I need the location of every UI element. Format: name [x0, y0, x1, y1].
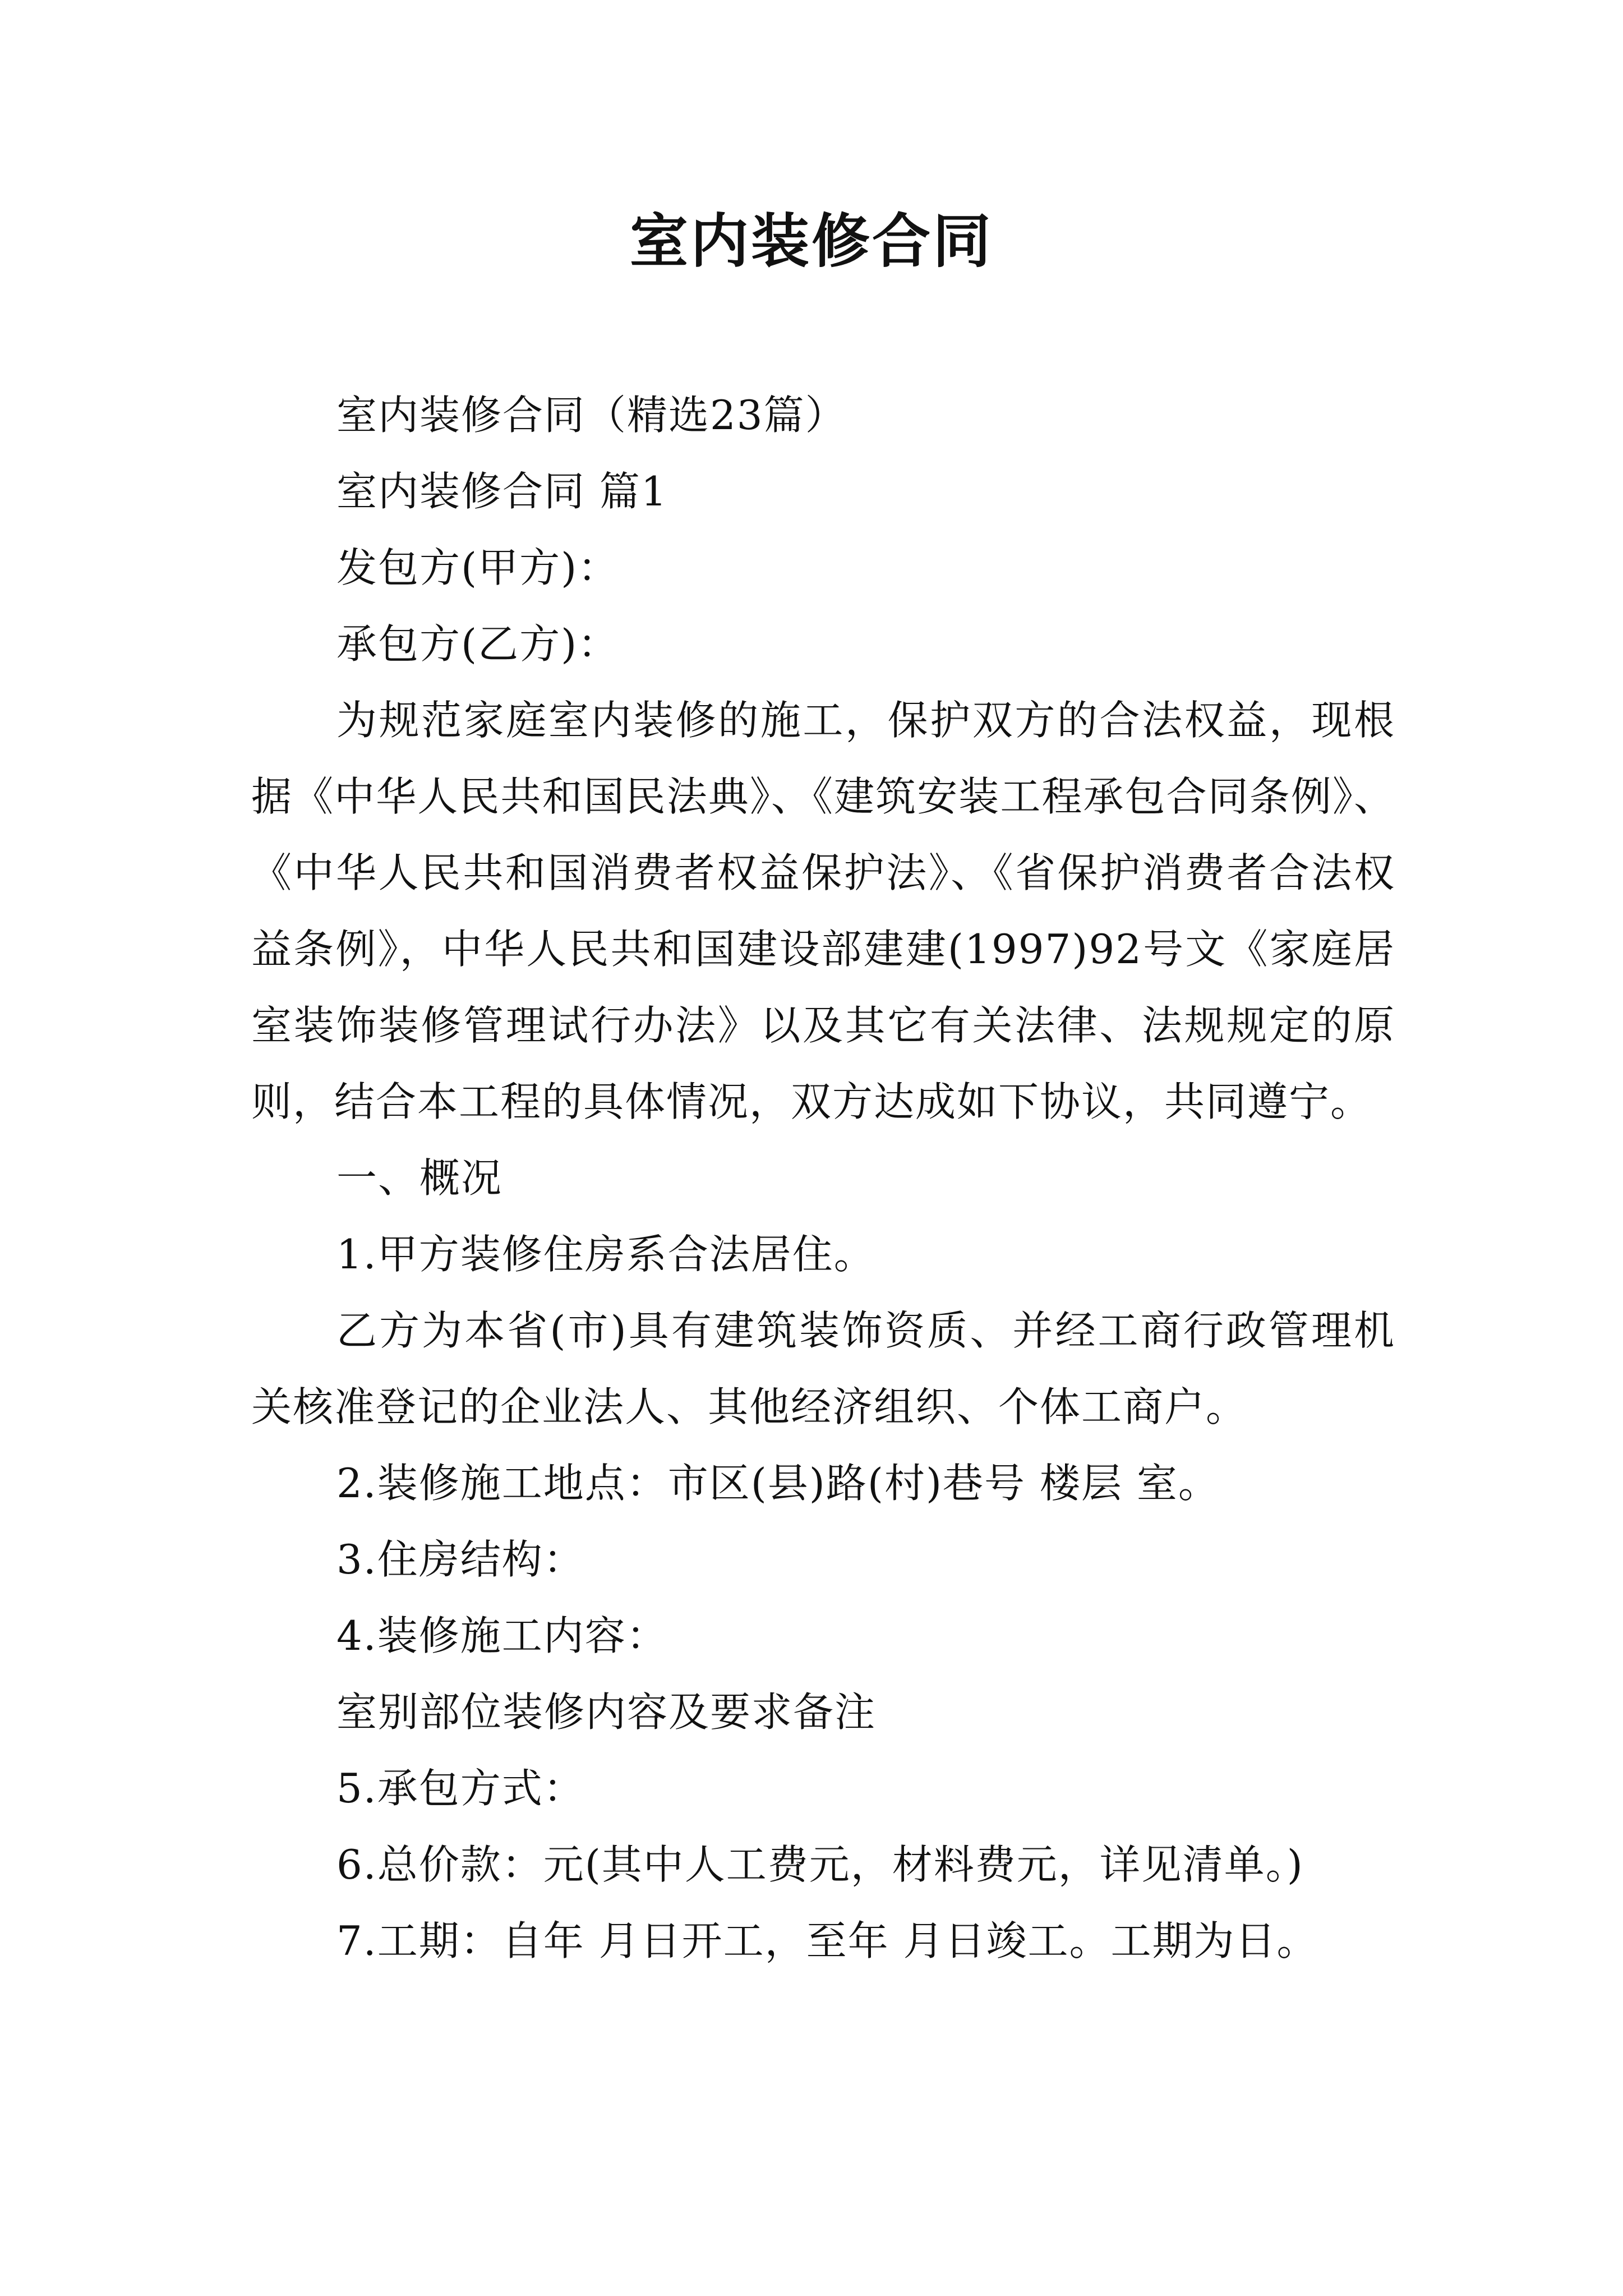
paragraph-party-b: 承包方(乙方)： — [336, 620, 620, 668]
paragraph-item-6: 6.总价款：元(其中人工费元，材料费元，详见清单。) — [336, 1841, 1304, 1888]
paragraph-item-5: 5.承包方式： — [336, 1765, 585, 1812]
document-body — [251, 377, 1395, 1979]
paragraph-preamble: 为规范家庭室内装修的施工，保护双方的合法权益，现根据《中华人民共和国民法典》、《建筑安装工程承包合同条例》、《中华人民共和国消费者权益保护法》、《省保护消费者合法权益条例》，中华人民共和国建设部建建(1997)92号文《家庭居室装饰装修管理试行办法》以及其它有关法律、法规规定的原则，结合本工程的具体情况，双方达成如下协议，共同遵宁。 — [251, 697, 1395, 1125]
paragraph-party-b-qualification: 乙方为本省(市)具有建筑装饰资质、并经工商行政管理机关核准登记的企业法人、其他经济组织、个体工商户。 — [251, 1307, 1395, 1430]
paragraph-item-4: 4.装修施工内容： — [336, 1612, 668, 1659]
paragraph-room-table-header: 室别部位装修内容及要求备注 — [336, 1688, 877, 1736]
paragraph-item-2: 2.装修施工地点：市区(县)路(村)巷号 楼层 室。 — [336, 1460, 1220, 1507]
paragraph-section-heading: 室内装修合同 篇1 — [336, 468, 668, 515]
paragraph-party-a: 发包方(甲方)： — [336, 544, 620, 591]
paragraph-item-3: 3.住房结构： — [336, 1536, 585, 1583]
paragraph-item-1: 1.甲方装修住房系合法居住。 — [336, 1231, 875, 1278]
paragraph-item-7: 7.工期：自年 月日开工，至年 月日竣工。工期为日。 — [336, 1917, 1318, 1964]
document-title: 室内装修合同 — [629, 206, 993, 275]
paragraph-overview-heading: 一、概况 — [336, 1154, 503, 1202]
paragraph-subtitle: 室内装修合同（精选23篇） — [336, 392, 847, 439]
